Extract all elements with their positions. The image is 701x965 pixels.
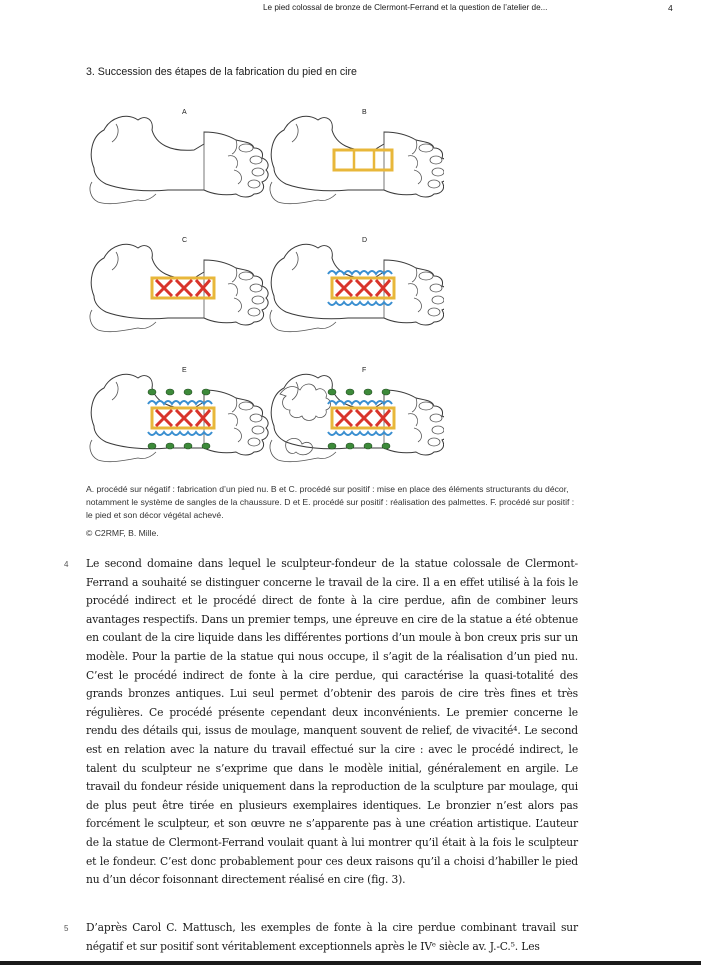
page-bottom-border <box>0 961 701 965</box>
page-number: 4 <box>668 3 673 13</box>
panel-a <box>90 109 268 204</box>
paragraph-4: Le second domaine dans lequel le sculpteur-fondeur de la statue colossale de Clermont-Ferrand a souhaité se distinguer concerne le travail de la cire. Il a en effet utilisé à la fois le procédé indirect et le procédé direct de fonte à la cire perdue, afin de combiner leurs avantages respectifs. Dans un premier temps, une épreuve en cire de la statue a été obtenue en coulant de la cire liquide dans les différentes portions d’un moule à bon creux pris sur un modèle. Pour la partie de la statue qui nous occupe, il s’agit de la réalisation d’un pied nu. C’est le procédé indirect de fonte à la cire perdue, qui caractérise la quasi-totalité des grands bronzes antiques. Lui seul permet d’obtenir des parois de cire très fines et très régulières. Ce procédé présente cependant deux inconvénients. Le premier concerne le rendu des détails qui, issus de moulage, manquent souvent de relief, de vivacité⁴. Le second est en relation avec la nature du travail effectué sur la cire : avec le procédé indirect, le talent du sculpteur ne s’exprime que dans le modèle initial, généralement en argile. Le travail du fondeur réside uniquement dans la reproduction de la sculpture par moulage, qui de plus peut être tirée en plusieurs exemplaires identiques. Le bronzier n’est alors pas forcément le sculpteur, et son œuvre ne s’apparente pas à une création artistique. L’auteur de la statue de Clermont-Ferrand voulait quant à lui montrer qu’il était à la fois le sculpteur et le fondeur. C’est donc probablement pour ces deux raisons qu’il a choisi d’habiller le pied nu d’un décor foisonnant directement réalisé en cire (fig. 3). <box>86 557 578 887</box>
panel-label-c: C <box>182 237 188 244</box>
panel-label-b: B <box>362 109 367 116</box>
paragraph-5: D’après Carol C. Mattusch, les exemples de fonte à la cire perdue combinant travail sur négatif et sur positif sont véritablement exceptionnels après le IVᵉ siècle av. J.-C.⁵. Les <box>86 921 578 953</box>
panel-d <box>270 237 444 332</box>
panel-f <box>270 367 444 462</box>
panel-label-a: A <box>182 109 187 116</box>
paragraph-number: 5 <box>64 924 69 933</box>
figure-title: 3. Succession des étapes de la fabrication du pied en cire <box>86 66 357 78</box>
figure-credit: © C2RMF, B. Mille. <box>86 528 159 538</box>
panel-e <box>90 367 268 462</box>
panel-label-d: D <box>362 237 368 244</box>
figure-caption: A. procédé sur négatif : fabrication d’un pied nu. B et C. procédé sur positif : mise en place des éléments structurants du décor, notamment le système de sangles de la chaussure. D et E. procédé sur positif : réalisation des palmettes. F. procédé sur positif : le pied et son décor végétal achevé. <box>86 484 575 520</box>
running-title: Le pied colossal de bronze de Clermont-Ferrand et la question de l’atelier de... <box>263 3 548 12</box>
panel-b <box>270 109 444 204</box>
figure-illustration <box>84 100 444 476</box>
running-header <box>0 3 701 17</box>
paragraph-number: 4 <box>64 560 69 569</box>
panel-c <box>90 237 268 332</box>
panel-label-f: F <box>362 367 367 374</box>
panel-label-e: E <box>182 367 187 374</box>
